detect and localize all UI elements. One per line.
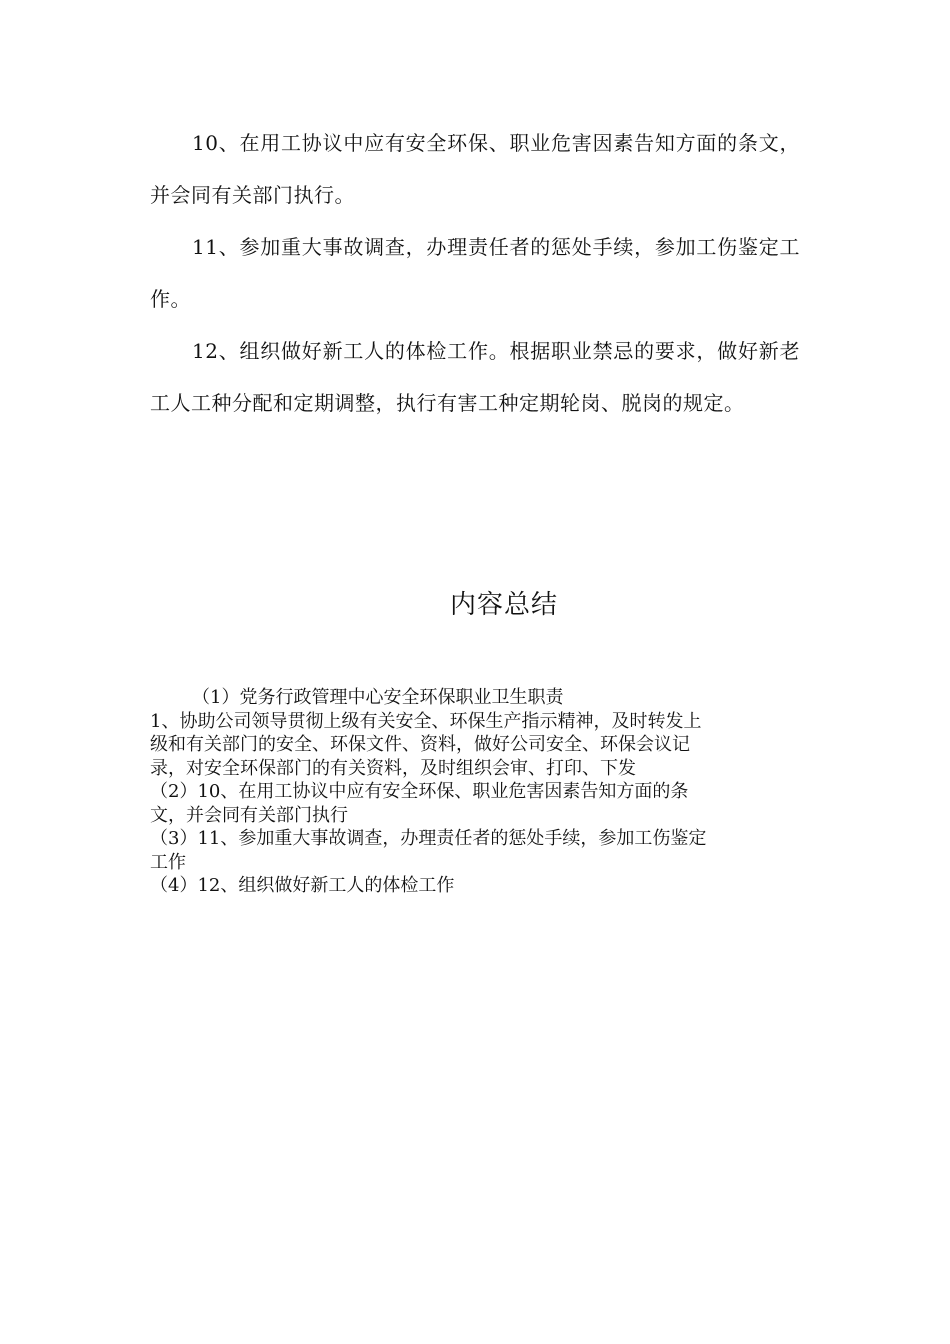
paragraph-10: 10、在用工协议中应有安全环保、职业危害因素告知方面的条文，并会同有关部门执行。 <box>150 131 800 207</box>
summary-section <box>150 686 790 898</box>
summary-line: 文，并会同有关部门执行 <box>150 804 348 826</box>
summary-line: （1）党务行政管理中心安全环保职业卫生职责 <box>192 687 564 708</box>
summary-line: 录，对安全环保部门的有关资料，及时组织会审、打印、下发 <box>150 757 636 779</box>
body-text <box>150 117 800 429</box>
summary-line: （3）11、参加重大事故调查，办理责任者的惩处手续，参加工伤鉴定 <box>150 828 707 849</box>
summary-line: 1、协助公司领导贯彻上级有关安全、环保生产指示精神，及时转发上 <box>150 710 702 732</box>
summary-line: 级和有关部门的安全、环保文件、资料，做好公司安全、环保会议记 <box>150 734 690 755</box>
summary-title: 内容总结 <box>449 590 558 620</box>
paragraph-12: 12、组织做好新工人的体检工作。根据职业禁忌的要求，做好新老工人工种分配和定期调整，执行有害工种定期轮岗、脱岗的规定。 <box>150 339 800 415</box>
paragraph-11: 11、参加重大事故调查，办理责任者的惩处手续，参加工伤鉴定工作。 <box>150 235 800 311</box>
summary-line: 工作 <box>150 851 186 873</box>
summary-line: （4）12、组织做好新工人的体检工作 <box>150 875 455 896</box>
summary-line: （2）10、在用工协议中应有安全环保、职业危害因素告知方面的条 <box>150 781 689 802</box>
